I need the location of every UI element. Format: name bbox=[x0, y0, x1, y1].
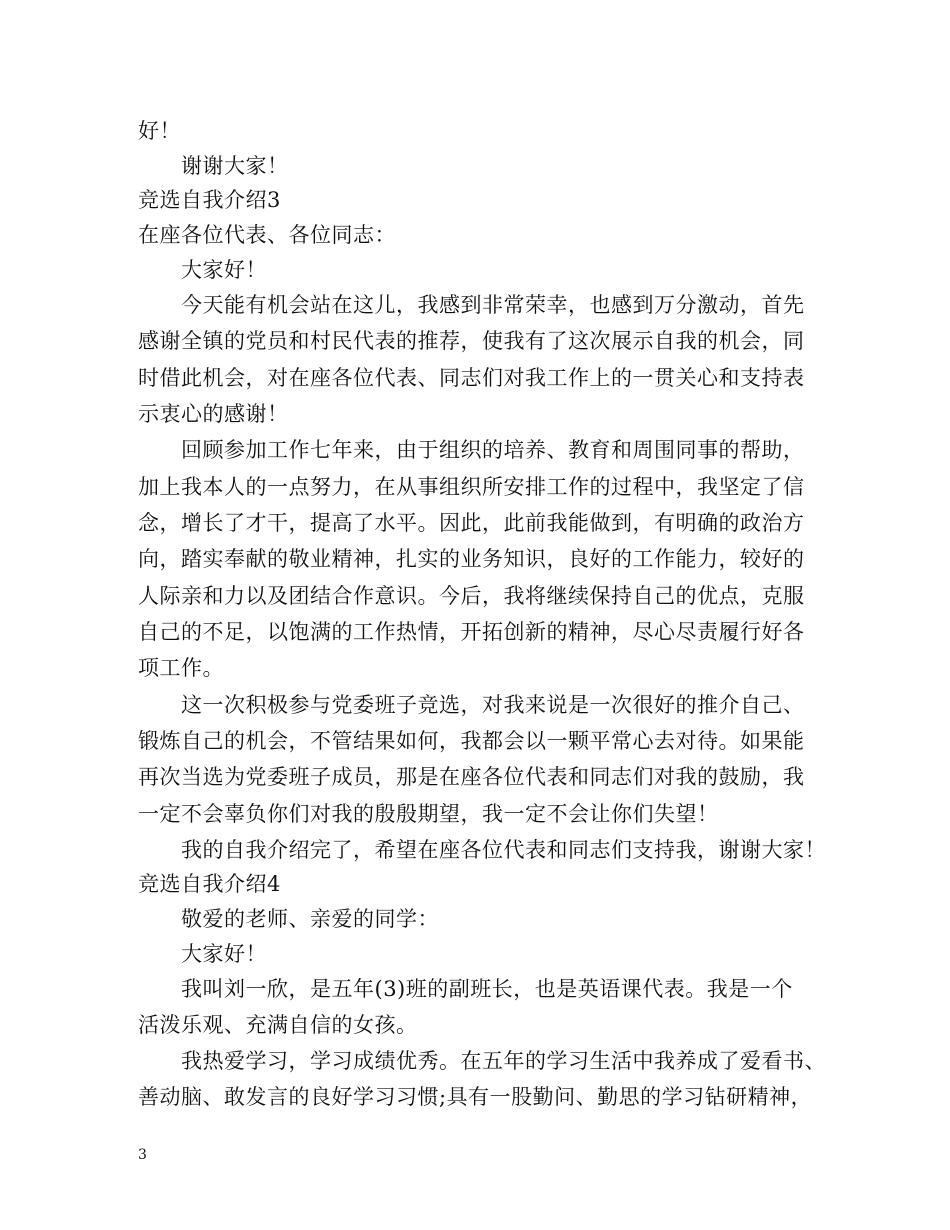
text-line: 我的自我介绍完了，希望在座各位代表和同志们支持我，谢谢大家！ bbox=[181, 838, 826, 862]
salutation: 在座各位代表、各位同志： bbox=[138, 223, 396, 247]
text-line: 项工作。 bbox=[138, 656, 224, 680]
text-line: 念，增长了才干，提高了水平。因此，此前我能做到，有明确的政治方 bbox=[138, 511, 805, 535]
text-line: 善动脑、敢发言的良好学习习惯;具有一股勤问、勤思的学习钻研精神， bbox=[138, 1085, 813, 1109]
text-line: 锻炼自己的机会，不管结果如何，我都会以一颗平常心去对待。如果能 bbox=[138, 729, 805, 753]
text-line: 回顾参加工作七年来，由于组织的培养、教育和周围同事的帮助， bbox=[181, 438, 805, 462]
text-line: 人际亲和力以及团结合作意识。今后，我将继续保持自己的优点，克服 bbox=[138, 584, 805, 608]
greeting: 大家好！ bbox=[181, 942, 267, 966]
text-line: 今天能有机会站在这儿，我感到非常荣幸，也感到万分激动，首先 bbox=[181, 293, 805, 317]
text-line: 感谢全镇的党员和村民代表的推荐，使我有了这次展示自我的机会，同 bbox=[138, 329, 805, 353]
text-line: 我热爱学习，学习成绩优秀。在五年的学习生活中我养成了爱看书、 bbox=[181, 1049, 826, 1073]
salutation: 敬爱的老师、亲爱的同学： bbox=[181, 907, 439, 931]
text-line: 加上我本人的一点努力，在从事组织所安排工作的过程中，我坚定了信 bbox=[138, 475, 805, 499]
section-heading: 竞选自我介绍4 bbox=[138, 872, 281, 896]
section-heading: 竞选自我介绍3 bbox=[138, 188, 281, 212]
text-line: 这一次积极参与党委班子竞选，对我来说是一次很好的推介自己、 bbox=[181, 693, 805, 717]
text-line: 再次当选为党委班子成员，那是在座各位代表和同志们对我的鼓励，我 bbox=[138, 765, 805, 789]
text-line: 一定不会辜负你们对我的殷殷期望，我一定不会让你们失望！ bbox=[138, 802, 719, 826]
text-line: 我叫刘一欣，是五年(3)班的副班长，也是英语课代表。我是一个 bbox=[181, 977, 793, 1001]
text-line: 示衷心的感谢！ bbox=[138, 402, 289, 426]
text-line: 时借此机会，对在座各位代表、同志们对我工作上的一贯关心和支持表 bbox=[138, 366, 805, 390]
greeting: 大家好！ bbox=[181, 258, 267, 282]
text-line: 自己的不足，以饱满的工作热情，开拓创新的精神，尽心尽责履行好各 bbox=[138, 620, 805, 644]
text-line: 好！ bbox=[138, 119, 181, 143]
text-line: 谢谢大家！ bbox=[181, 154, 289, 178]
text-line: 活泼乐观、充满自信的女孩。 bbox=[138, 1013, 418, 1037]
page-number: 3 bbox=[138, 1147, 147, 1163]
text-line: 向，踏实奉献的敬业精神，扎实的业务知识，良好的工作能力，较好的 bbox=[138, 547, 805, 571]
